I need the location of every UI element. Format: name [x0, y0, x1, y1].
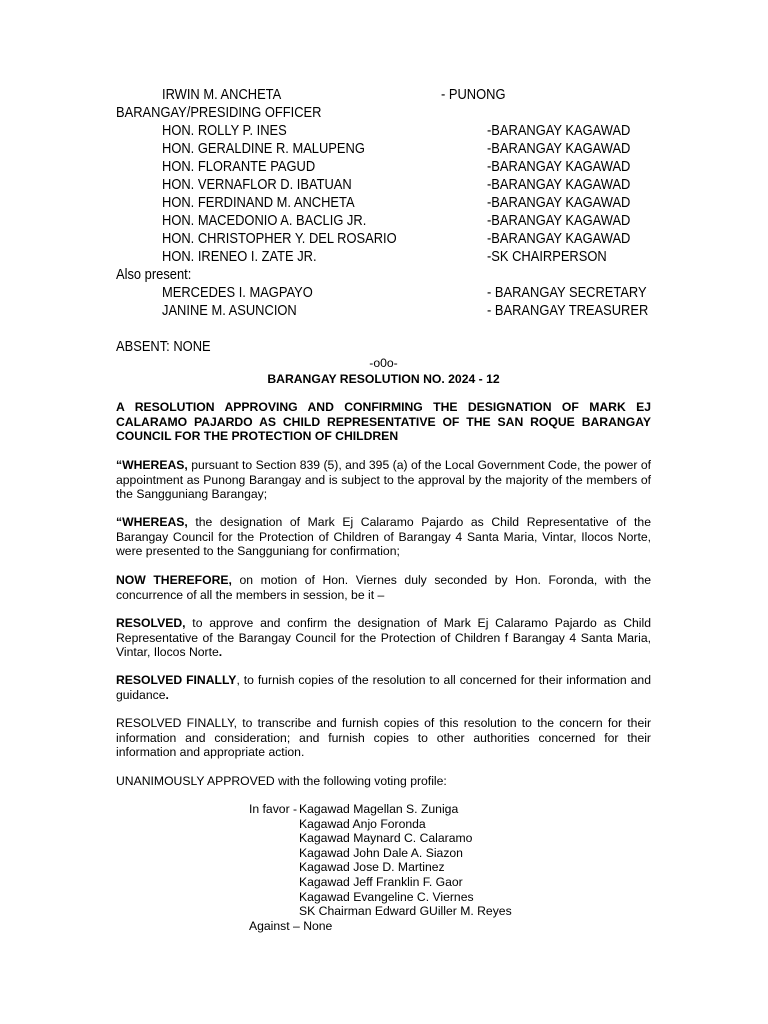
- member-role: -BARANGAY KAGAWAD: [487, 122, 631, 139]
- resolved-finally-lead: RESOLVED FINALLY: [116, 673, 237, 687]
- whereas-lead: “WHEREAS,: [116, 515, 188, 529]
- also-present-role: - BARANGAY TREASURER: [487, 302, 649, 319]
- presiding-officer-name: IRWIN M. ANCHETA: [162, 86, 282, 103]
- presiding-officer-role-cont: BARANGAY/PRESIDING OFFICER: [116, 104, 322, 121]
- also-present-label: Also present:: [116, 266, 192, 283]
- also-present-name: JANINE M. ASUNCION: [162, 302, 297, 319]
- resolved-finally-end: .: [165, 687, 169, 702]
- also-present-role: - BARANGAY SECRETARY: [487, 284, 647, 301]
- member-role: -BARANGAY KAGAWAD: [487, 158, 631, 175]
- member-name: HON. FERDINAND M. ANCHETA: [162, 194, 355, 211]
- member-role: -BARANGAY KAGAWAD: [487, 212, 631, 229]
- member-role: -BARANGAY KAGAWAD: [487, 140, 631, 157]
- resolution-number: BARANGAY RESOLUTION NO. 2024 - 12: [267, 372, 500, 386]
- now-therefore-text: on motion of Hon. Viernes duly seconded by Hon. Foronda, with the concurrence of all the members in session, be it –: [116, 573, 652, 602]
- member-name: HON. ROLLY P. INES: [162, 122, 287, 139]
- member-role: -SK CHAIRPERSON: [487, 248, 607, 265]
- whereas-paragraph-2: [116, 515, 651, 559]
- resolved-lead: RESOLVED,: [116, 616, 186, 630]
- member-name: HON. GERALDINE R. MALUPENG: [162, 140, 365, 157]
- resolved-end: .: [218, 645, 223, 660]
- voter-name: Kagawad Jeff Franklin F. Gaor: [299, 875, 463, 889]
- voter-name: Kagawad Jose D. Martinez: [299, 860, 445, 875]
- against-line: Against – None: [249, 918, 333, 933]
- separator: -o0o-: [369, 356, 398, 370]
- whereas-lead: “WHEREAS,: [116, 458, 188, 472]
- resolved-finally-text: , to furnish copies of the resolution to all concerned for their information and guidance: [116, 673, 651, 702]
- voter-name: SK Chairman Edward GUiller M. Reyes: [299, 904, 512, 919]
- member-name: HON. CHRISTOPHER Y. DEL ROSARIO: [162, 230, 397, 247]
- whereas-text: the designation of Mark Ej Calaramo Pajardo as Child Representative of the Barangay Council for the Protection of Children of Barangay 4 Santa Maria, Vintar, Ilocos Norte, were presented to the Sangguniang for confirmation;: [116, 515, 651, 559]
- resolution-title: A RESOLUTION APPROVING AND CONFIRMING THE DESIGNATION OF MARK EJ CALARAMO PAJARDO AS CHILD REPRESENTATIVE OF THE SAN ROQUE BARANGAY COUNCIL FOR THE PROTECTION OF CHILDREN: [116, 400, 651, 444]
- member-name: HON. IRENEO I. ZATE JR.: [162, 248, 317, 265]
- resolved-paragraph: [116, 616, 651, 660]
- voter-name: Kagawad Anjo Foronda: [299, 816, 426, 831]
- voter-name: Kagawad Magellan S. Zuniga: [299, 802, 459, 816]
- whereas-text: pursuant to Section 839 (5), and 395 (a) of the Local Government Code, the power of appointment as Punong Barangay and is subject to the approval by the majority of the members of the Sangguniang Barangay;: [116, 458, 651, 502]
- in-favor-label: In favor -: [249, 802, 298, 816]
- voter-name: Kagawad John Dale A. Siazon: [299, 845, 463, 860]
- member-role: -BARANGAY KAGAWAD: [487, 230, 631, 247]
- also-present-name: MERCEDES I. MAGPAYO: [162, 284, 313, 301]
- resolved-finally-paragraph-2: RESOLVED FINALLY, to transcribe and furnish copies of this resolution to the concern for their information and consideration; and furnish copies to other authorities concerned for their information and appropriate action.: [116, 716, 651, 760]
- member-role: -BARANGAY KAGAWAD: [487, 194, 631, 211]
- presiding-officer-role: - PUNONG: [441, 86, 506, 103]
- voter-name: Kagawad Evangeline C. Viernes: [299, 889, 474, 904]
- resolved-text: to approve and confirm the designation of Mark Ej Calaramo Pajardo as Child Representative of the Barangay Council for the Protection of Children f Barangay 4 Santa Maria, Vintar, Ilocos Norte: [116, 616, 651, 660]
- voter-name: Kagawad Maynard C. Calaramo: [299, 831, 473, 846]
- member-name: HON. MACEDONIO A. BACLIG JR.: [162, 212, 367, 229]
- now-therefore-lead: NOW THEREFORE,: [116, 573, 232, 587]
- member-role: -BARANGAY KAGAWAD: [487, 176, 631, 193]
- whereas-paragraph-1: [116, 458, 651, 502]
- resolved-finally-paragraph: [116, 673, 651, 702]
- absent-line: ABSENT: NONE: [116, 338, 211, 355]
- member-name: HON. VERNAFLOR D. IBATUAN: [162, 176, 352, 193]
- now-therefore-paragraph: [116, 573, 651, 602]
- unanimous-line: UNANIMOUSLY APPROVED with the following voting profile:: [116, 774, 447, 788]
- member-name: HON. FLORANTE PAGUD: [162, 158, 316, 175]
